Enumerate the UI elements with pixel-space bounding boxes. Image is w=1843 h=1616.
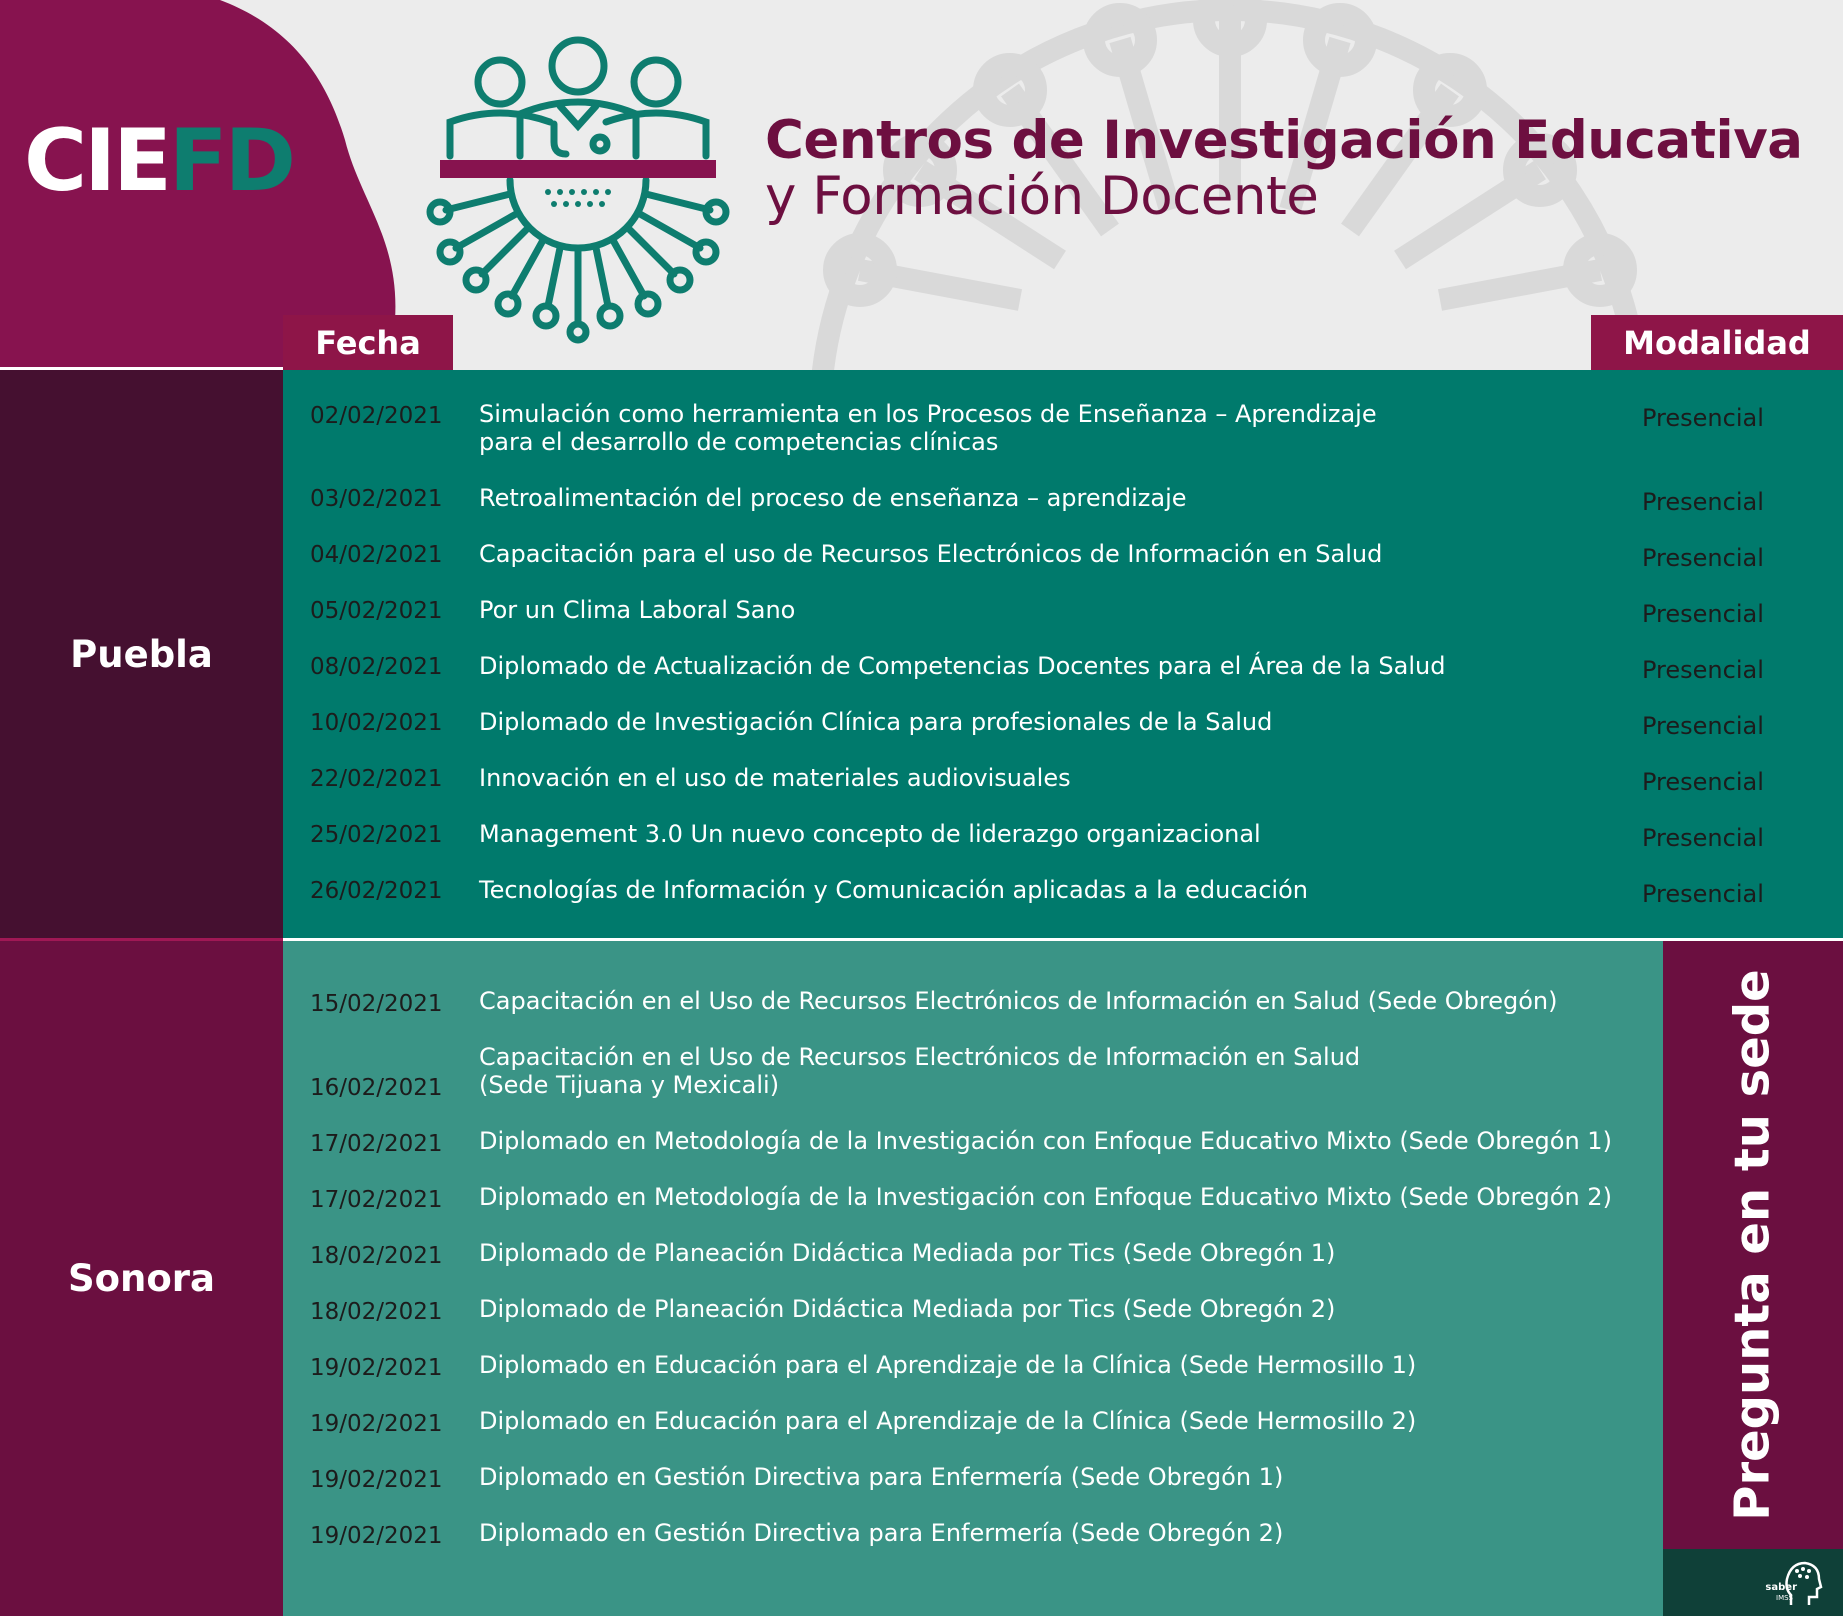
state-label-puebla: Puebla [0, 370, 283, 938]
course-title-line: Diplomado en Metodología de la Investigación con Enfoque Educativo Mixto (Sede Obregón 2) [479, 1183, 1612, 1211]
course-date: 03/02/2021 [310, 486, 443, 512]
course-date: 19/02/2021 [310, 1523, 443, 1549]
saber-imss-badge [1663, 1549, 1843, 1616]
logo-part-cie: CIE [24, 111, 169, 211]
course-title-line: Diplomado en Educación para el Aprendizaje de la Clínica (Sede Hermosillo 2) [479, 1407, 1417, 1435]
course-date: 19/02/2021 [310, 1467, 443, 1493]
course-title [479, 708, 1272, 736]
team-network-icon [410, 24, 740, 344]
logo-part-fd: FD [168, 111, 293, 211]
header [0, 0, 1843, 370]
course-modality: Presencial [1642, 600, 1764, 628]
modality-note-box [1663, 941, 1843, 1549]
course-modality: Presencial [1642, 656, 1764, 684]
course-title-line: Por un Clima Laboral Sano [479, 596, 796, 624]
page-title-line-2: y Formación Docente [765, 166, 1319, 227]
course-title [479, 1043, 1360, 1099]
puebla-course-table [283, 370, 1843, 938]
course-title [479, 764, 1071, 792]
column-header-modalidad: Modalidad [1591, 315, 1843, 371]
state-label-sonora: Sonora [0, 941, 283, 1616]
course-modality: Presencial [1642, 824, 1764, 852]
imss-wordmark: IMSS [1776, 1594, 1793, 1602]
course-modality: Presencial [1642, 488, 1764, 516]
course-title-line: Diplomado en Gestión Directiva para Enfermería (Sede Obregón 1) [479, 1463, 1284, 1491]
course-title-line: Diplomado en Gestión Directiva para Enfermería (Sede Obregón 2) [479, 1519, 1284, 1547]
course-title-line: Tecnologías de Información y Comunicación aplicadas a la educación [479, 876, 1308, 904]
course-title-line: Diplomado de Actualización de Competencias Docentes para el Área de la Salud [479, 652, 1446, 680]
course-title-line: Capacitación para el uso de Recursos Electrónicos de Información en Salud [479, 540, 1383, 568]
page-title [765, 110, 1803, 227]
course-date: 08/02/2021 [310, 654, 443, 680]
course-date: 19/02/2021 [310, 1411, 443, 1437]
saber-wordmark: saber [1765, 1582, 1797, 1593]
course-modality: Presencial [1642, 712, 1764, 740]
course-modality: Presencial [1642, 880, 1764, 908]
course-date: 26/02/2021 [310, 878, 443, 904]
course-title [479, 876, 1308, 904]
sonora-course-table [283, 941, 1663, 1616]
course-title-line: para el desarrollo de competencias clínicas [479, 428, 999, 456]
course-date: 18/02/2021 [310, 1243, 443, 1269]
course-date: 04/02/2021 [310, 542, 443, 568]
course-title [479, 596, 795, 624]
course-date: 17/02/2021 [310, 1131, 443, 1157]
course-date: 16/02/2021 [310, 1075, 443, 1101]
page-title-line-1: Centros de Investigación Educativa [765, 110, 1803, 171]
course-date: 25/02/2021 [310, 822, 443, 848]
course-title [479, 1407, 1416, 1435]
course-title [479, 400, 1377, 456]
course-title [479, 1239, 1335, 1267]
course-date: 15/02/2021 [310, 991, 443, 1017]
course-title [479, 1463, 1283, 1491]
course-date: 18/02/2021 [310, 1299, 443, 1325]
course-title-line: Diplomado de Planeación Didáctica Mediada por Tics (Sede Obregón 2) [479, 1295, 1336, 1323]
course-title [479, 1127, 1612, 1155]
course-title-line: Diplomado en Educación para el Aprendizaje de la Clínica (Sede Hermosillo 1) [479, 1351, 1417, 1379]
course-date: 17/02/2021 [310, 1187, 443, 1213]
course-title-line: Diplomado de Planeación Didáctica Mediada por Tics (Sede Obregón 1) [479, 1239, 1336, 1267]
course-title-line: Retroalimentación del proceso de enseñanza – aprendizaje [479, 484, 1187, 512]
course-title [479, 484, 1187, 512]
ciefd-logo [24, 111, 293, 211]
modality-note: Pregunta en tu sede [1725, 969, 1781, 1521]
course-date: 22/02/2021 [310, 766, 443, 792]
course-title-line: Diplomado en Metodología de la Investigación con Enfoque Educativo Mixto (Sede Obregón 1) [479, 1127, 1612, 1155]
course-title [479, 540, 1382, 568]
course-title [479, 1183, 1612, 1211]
course-title [479, 652, 1445, 680]
course-title [479, 820, 1261, 848]
course-modality: Presencial [1642, 404, 1764, 432]
course-date: 05/02/2021 [310, 598, 443, 624]
course-title [479, 1295, 1335, 1323]
course-title-line: Simulación como herramienta en los Procesos de Enseñanza – Aprendizaje [479, 400, 1377, 428]
course-title-line: Management 3.0 Un nuevo concepto de liderazgo organizacional [479, 820, 1261, 848]
course-date: 10/02/2021 [310, 710, 443, 736]
course-modality: Presencial [1642, 768, 1764, 796]
course-title-line: Capacitación en el Uso de Recursos Electrónicos de Información en Salud [479, 1043, 1361, 1071]
course-title-line: (Sede Tijuana y Mexicali) [479, 1071, 780, 1099]
course-title-line: Innovación en el uso de materiales audiovisuales [479, 764, 1071, 792]
column-header-fecha: Fecha [283, 315, 453, 371]
course-title [479, 987, 1558, 1015]
course-title [479, 1519, 1283, 1547]
course-date: 02/02/2021 [310, 403, 443, 429]
course-date: 19/02/2021 [310, 1355, 443, 1381]
course-modality: Presencial [1642, 544, 1764, 572]
course-title-line: Capacitación en el Uso de Recursos Electrónicos de Información en Salud (Sede Obregón) [479, 987, 1558, 1015]
course-title [479, 1351, 1416, 1379]
course-title-line: Diplomado de Investigación Clínica para profesionales de la Salud [479, 708, 1273, 736]
